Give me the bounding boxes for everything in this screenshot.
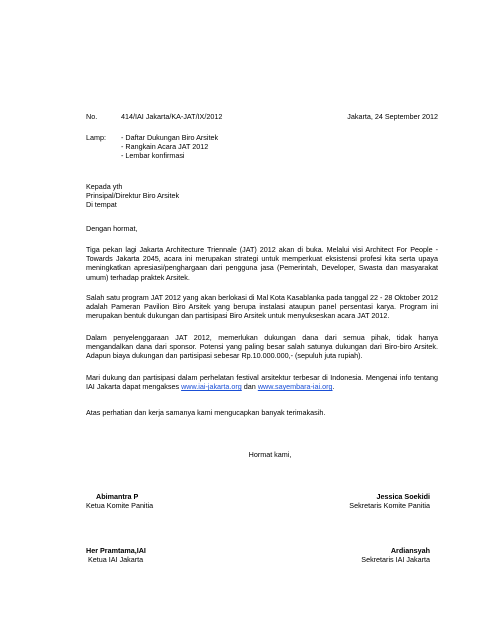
closing-paragraph: Atas perhatian dan kerja samanya kami mengucapkan banyak terimakasih. (86, 408, 326, 417)
paragraph-text: . (332, 382, 335, 392)
paragraph-text: Mari dukung dan partisipasi dalam perhelatan festival arsitektur terbesar di Indonesia. Mengenai info tentang IAI Jakarta dapat mengakses (86, 373, 438, 392)
signatory-title: Ketua Komite Panitia (86, 501, 154, 510)
attachments-label: Lamp: (86, 133, 106, 142)
signatory-title: Ketua IAI Jakarta (88, 555, 144, 564)
signatory-name: Her Pramtama,IAI (86, 546, 146, 555)
recipient-line: Kepada yth (86, 182, 123, 191)
letter-number-label: No. (86, 112, 98, 121)
attachment-item: - Rangkain Acara JAT 2012 (121, 142, 209, 151)
letter-date: Jakarta, 24 September 2012 (347, 112, 438, 121)
body-paragraph: Tiga pekan lagi Jakarta Architecture Triennale (JAT) 2012 akan di buka. Melalui visi Architect For People - Towards Jakarta 2045, acara ini merupakan strategi untuk memperkuat eksistensi profesi kita serta upaya meningkatkan apresiasi/penghargaan dari pengguna jasa (Pemerintah, Developer, Swasta dan masyarakat umum) terhadap praktek Arsitek. (86, 245, 438, 282)
sayembara-iai-link[interactable]: www.sayembara-iai.org (257, 382, 333, 392)
signatory-title: Sekretaris Komite Panitia (349, 501, 430, 510)
recipient-line: Di tempat (86, 200, 117, 209)
attachment-item: - Lembar konfirmasi (121, 151, 185, 160)
signatory-name: Ardiansyah (390, 546, 430, 555)
letter-number: 414/IAI Jakarta/KA-JAT/IX/2012 (121, 112, 223, 121)
attachment-item: - Daftar Dukungan Biro Arsitek (121, 133, 219, 142)
signatory-name: Abimantra P (96, 492, 139, 501)
signatory-name: Jessica Soekidi (376, 492, 430, 501)
closing-greeting: Hormat kami, (248, 450, 292, 459)
body-paragraph (86, 373, 438, 391)
body-paragraph: Salah satu program JAT 2012 yang akan berlokasi di Mal Kota Kasablanka pada tanggal 22 - 28 Oktober 2012 adalah Pameran Pavilion Biro Arsitek yang berupa instalasi ataupun panel persentasi karya. Program ini merupakan bentuk dukungan dan partisipasi Biro Arsitek untuk menyukseskan acara JAT 2012. (86, 293, 438, 321)
signatory-title: Sekretaris IAI Jakarta (361, 555, 430, 564)
iai-jakarta-link[interactable]: www.iai-jakarta.org (181, 382, 242, 392)
salutation: Dengan hormat, (86, 224, 138, 233)
body-paragraph: Dalam penyelenggaraan JAT 2012, memerlukan dukungan dana dari semua pihak, tidak hanya mengandalkan dana dari sponsor. Potensi yang paling besar salah satunya dukungan dari Biro-biro Arsitek. Adapun biaya dukungan dan partisipasi sebesar Rp.10.000.000,- (sepuluh juta rupiah). (86, 333, 438, 361)
paragraph-text: dan (241, 382, 258, 392)
recipient-line: Prinsipal/Direktur Biro Arsitek (86, 191, 180, 200)
